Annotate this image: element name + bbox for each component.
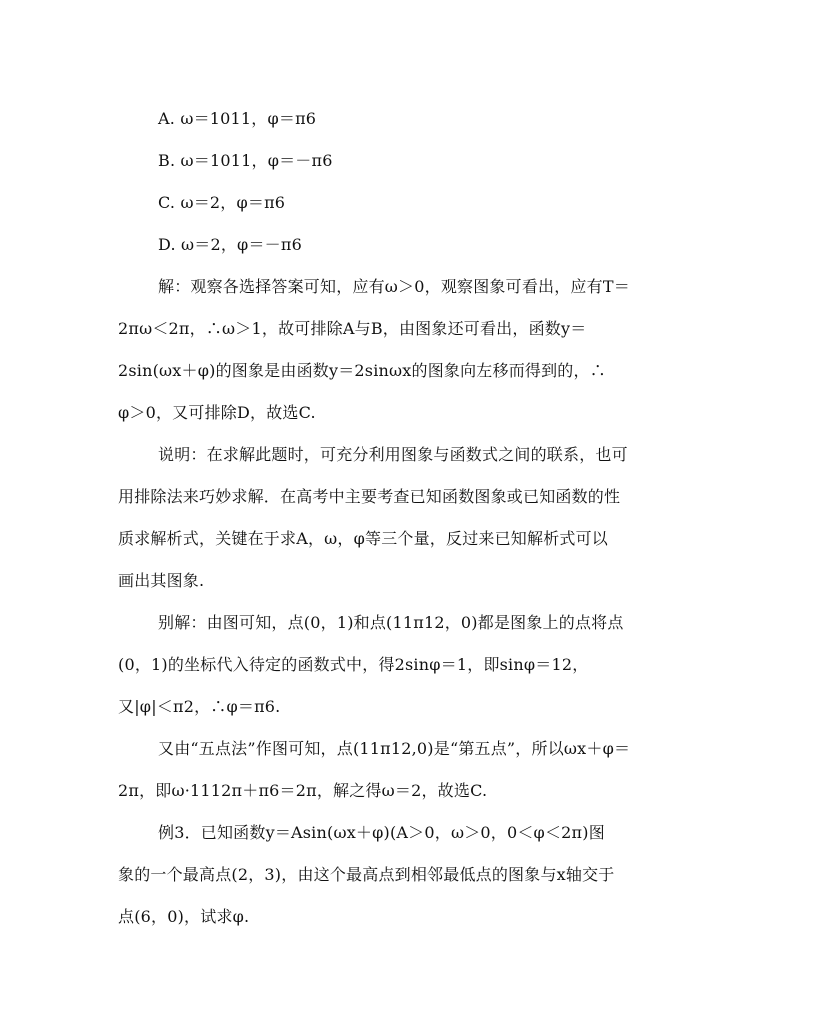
option-c: C. ω＝2，φ＝π6 <box>158 193 286 212</box>
five-point-line-1: 又由“五点法”作图可知，点(11π12,0)是“第五点”，所以ωx＋φ＝ <box>158 739 631 758</box>
note-line-2: 用排除法来巧妙求解．在高考中主要考查已知函数图象或已知函数的性 <box>118 487 621 506</box>
note-line-1: 说明：在求解此题时，可充分利用图象与函数式之间的联系，也可 <box>158 445 628 464</box>
five-point-line-2: 2π，即ω·1112π＋π6＝2π，解之得ω＝2，故选C. <box>118 781 488 800</box>
note-line-4: 画出其图象. <box>118 571 205 590</box>
solution-line-4: φ＞0，又可排除D，故选C. <box>118 403 316 422</box>
alt-solution-line-2: (0，1)的坐标代入待定的函数式中，得2sinφ＝1，即sinφ＝12， <box>118 655 589 674</box>
alt-solution-line-3: 又|φ|＜π2，∴φ＝π6. <box>118 697 281 716</box>
example-3-line-3: 点(6，0)，试求φ. <box>118 907 250 926</box>
solution-line-3: 2sin(ωx＋φ)的图象是由函数y＝2sinωx的图象向左移而得到的，∴ <box>118 361 606 380</box>
option-a: A. ω＝1011，φ＝π6 <box>158 109 317 128</box>
option-d: D. ω＝2，φ＝－π6 <box>158 235 302 254</box>
note-line-3: 质求解析式，关键在于求A，ω，φ等三个量，反过来已知解析式可以 <box>118 529 609 548</box>
option-b: B. ω＝1011，φ＝－π6 <box>158 151 333 170</box>
solution-line-2: 2πω＜2π，∴ω＞1，故可排除A与B，由图象还可看出，函数y＝ <box>118 319 587 338</box>
solution-line-1: 解：观察各选择答案可知，应有ω＞0，观察图象可看出，应有T＝ <box>158 277 630 296</box>
alt-solution-line-1: 别解：由图可知，点(0，1)和点(11π12，0)都是图象上的点将点 <box>158 613 624 632</box>
example-3-line-1: 例3．已知函数y＝Asin(ωx＋φ)(A＞0，ω＞0，0＜φ＜2π)图 <box>158 823 605 842</box>
example-3-line-2: 象的一个最高点(2，3)，由这个最高点到相邻最低点的图象与x轴交于 <box>118 865 615 884</box>
